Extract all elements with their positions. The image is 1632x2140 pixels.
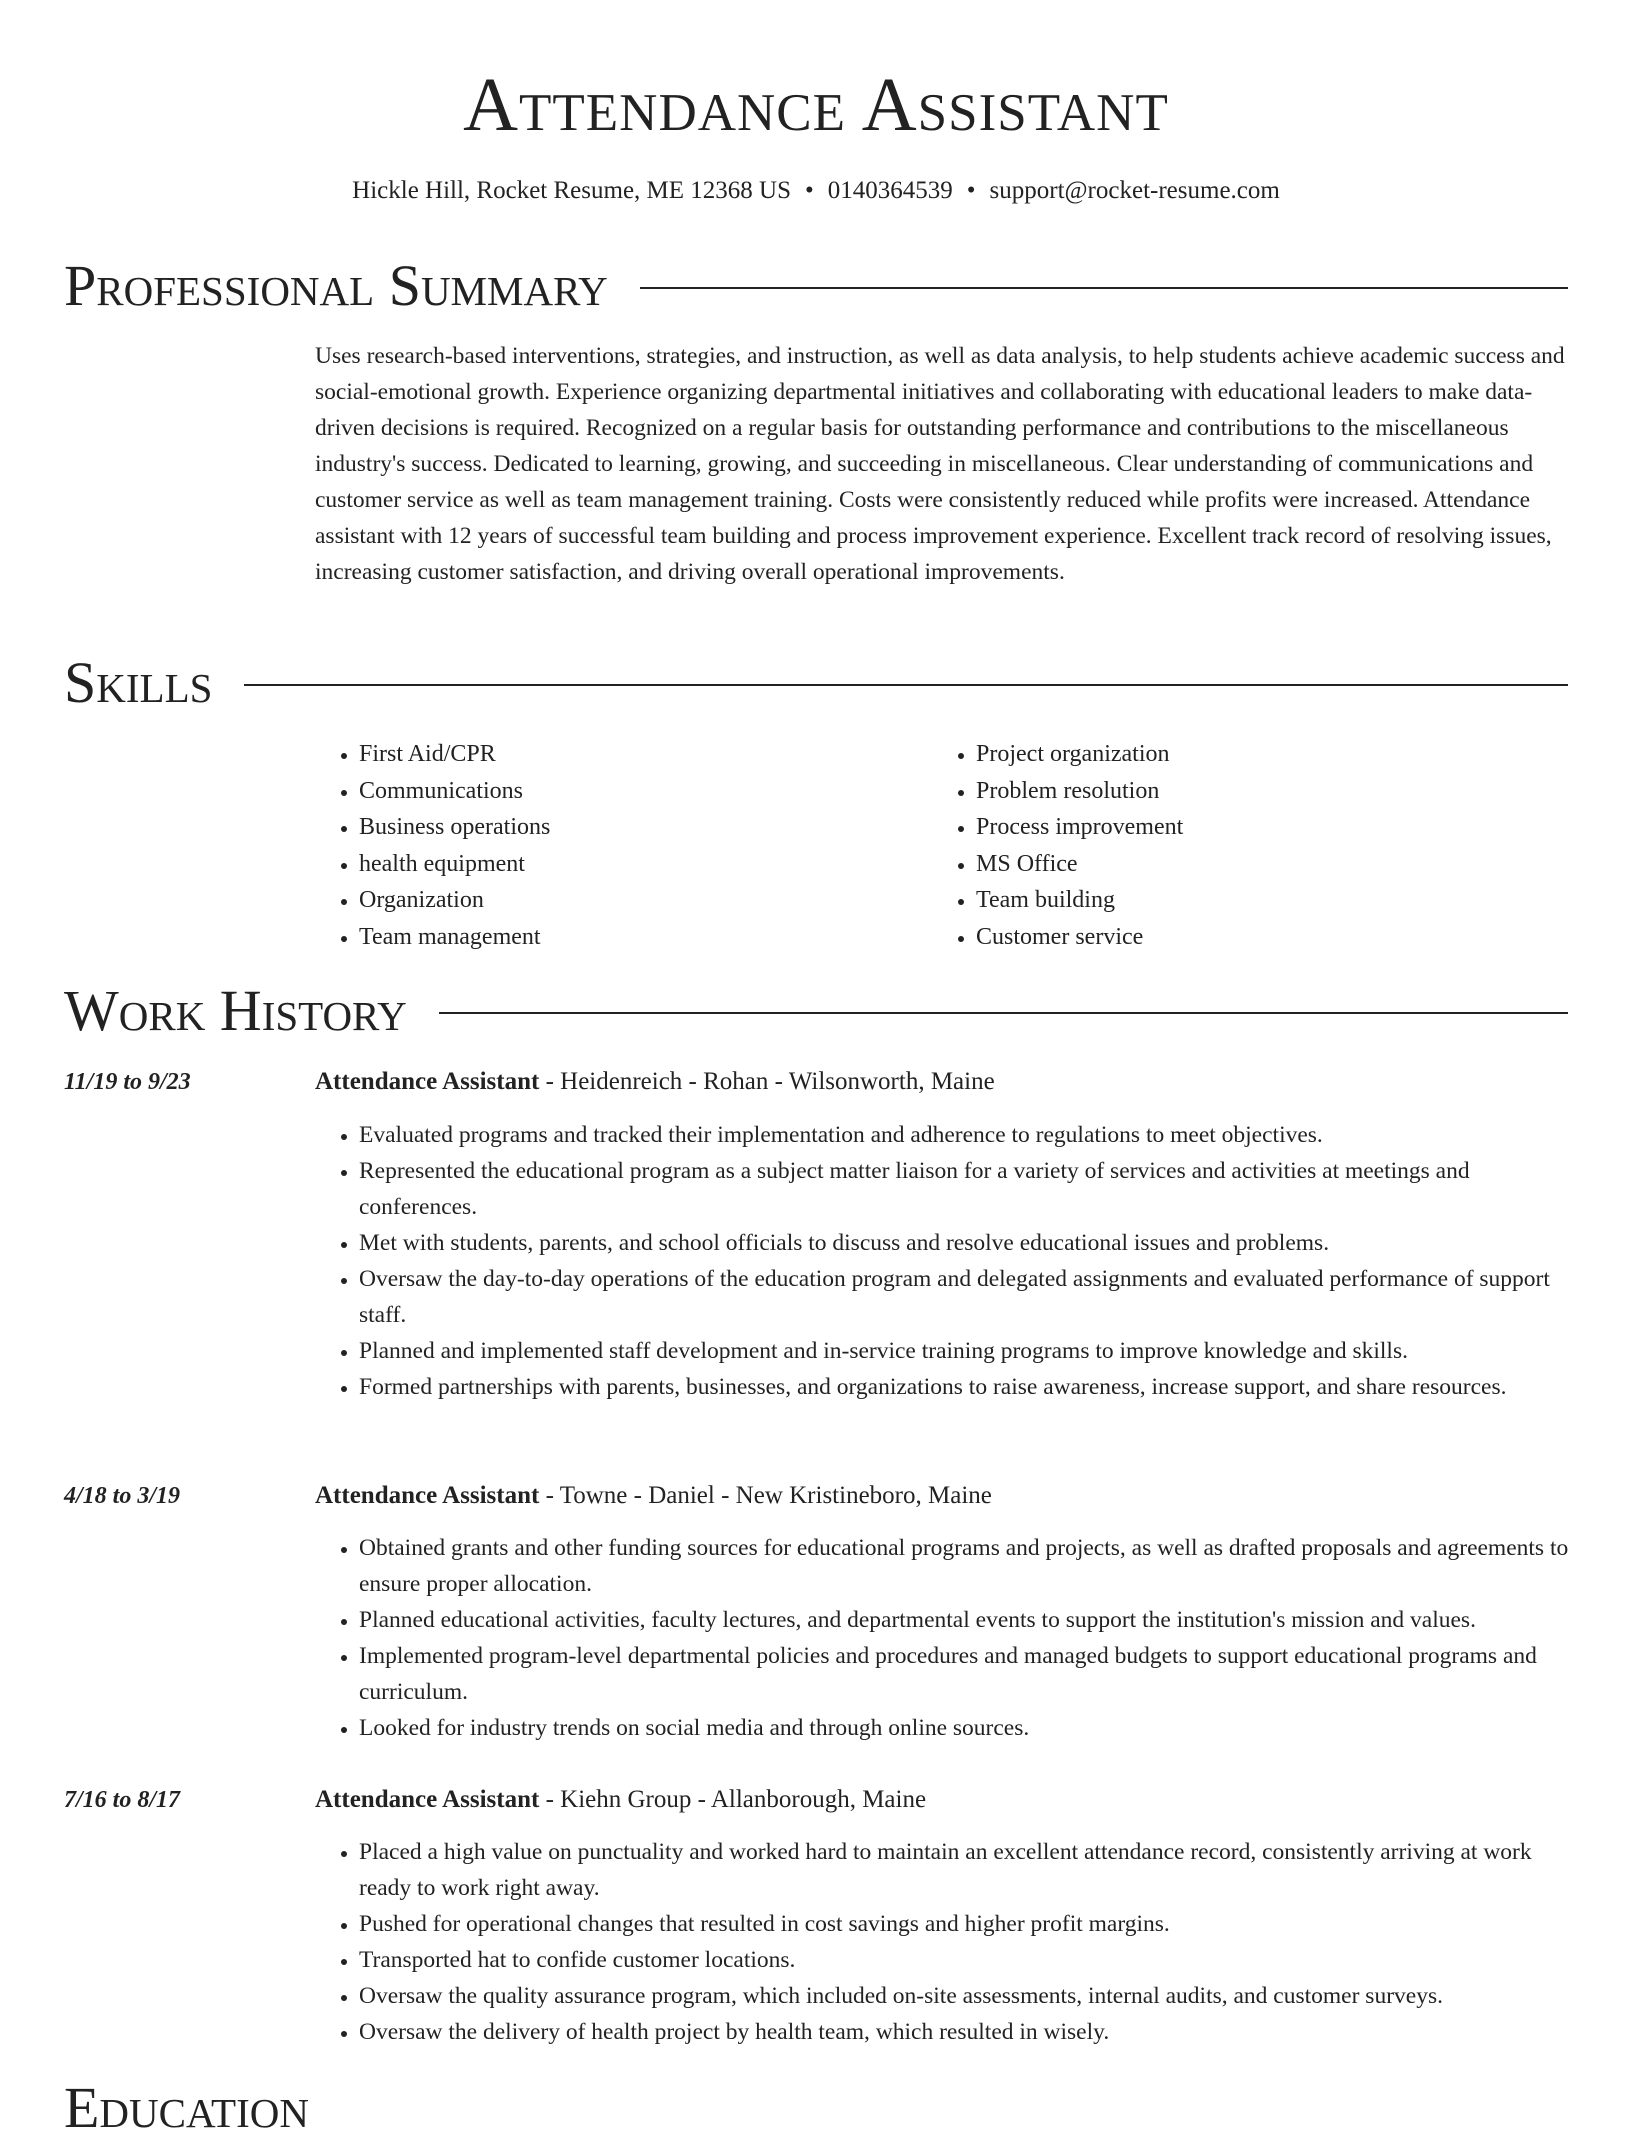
job-role: Attendance Assistant (315, 1786, 540, 1813)
job-bullet: • Transported hat to confide customer locations. (359, 1942, 1570, 1978)
job-bullet: • Planned and implemented staff development and in-service training programs to improve knowledge and skills. (359, 1333, 1570, 1369)
section-divider (640, 287, 1568, 289)
job-bullet: • Looked for industry trends on social media and through online sources. (359, 1710, 1570, 1746)
education-section-title: Education (64, 2075, 309, 2140)
job-header (315, 1067, 995, 1097)
job-dates: 7/16 to 8/17 (64, 1787, 181, 1813)
contact-separator: • (805, 177, 814, 204)
resume-name-heading: Attendance Assistant (463, 63, 1169, 147)
job-bullet: • Oversaw the delivery of health project by health team, which resulted in wisely. (359, 2014, 1570, 2050)
skills-list (315, 736, 1570, 955)
skills-section-title: Skills (64, 650, 213, 715)
skill-item: • Problem resolution (976, 773, 1549, 810)
skills-column-left (315, 736, 932, 955)
skill-item: • Customer service (976, 919, 1549, 956)
skill-item: • health equipment (359, 846, 932, 883)
job-role: Attendance Assistant (315, 1068, 540, 1095)
job-dates: 4/18 to 3/19 (64, 1483, 181, 1509)
skill-item: • Organization (359, 882, 932, 919)
job-bullet: • Pushed for operational changes that resulted in cost savings and higher profit margins. (359, 1906, 1570, 1942)
job-bullet: • Planned educational activities, faculty lectures, and departmental events to support the institution's mission and values. (359, 1602, 1570, 1638)
job-bullet: • Obtained grants and other funding sources for educational programs and projects, as well as drafted proposals and agreements to ensure proper allocation. (359, 1530, 1570, 1602)
skill-item: • Business operations (359, 809, 932, 846)
job-details: - Heidenreich - Rohan - Wilsonworth, Maine (539, 1068, 995, 1095)
summary-text: Uses research-based interventions, strategies, and instruction, as well as data analysis, to help students achieve academic success and social-emotional growth. Experience organizing departmental initiatives and collaborating with educational leaders to make data-driven decisions is required. Recognized on a regular basis for outstanding performance and contributions to the miscellaneous industry's success. Dedicated to learning, growing, and succeeding in miscellaneous. Clear understanding of communications and customer service as well as team management training. Costs were consistently reduced while profits were increased. Attendance assistant with 12 years of successful team building and process improvement experience. Excellent track record of resolving issues, increasing customer satisfaction, and driving overall operational improvements. (315, 343, 1565, 585)
contact-line (0, 176, 1632, 206)
job-dates: 11/19 to 9/23 (64, 1069, 191, 1095)
job-bullet: • Oversaw the quality assurance program, which included on-site assessments, internal audits, and customer surveys. (359, 1978, 1570, 2014)
summary-section-title: Professional Summary (64, 253, 608, 318)
section-divider (439, 1012, 1568, 1014)
skill-item: • MS Office (976, 846, 1549, 883)
job-role: Attendance Assistant (315, 1482, 540, 1509)
skills-section-header (64, 651, 1568, 715)
job-bullet: • Placed a high value on punctuality and worked hard to maintain an excellent attendance record, consistently arriving at work ready to work right away. (359, 1834, 1570, 1906)
education-section-header (64, 2076, 1568, 2140)
contact-separator: • (966, 177, 976, 204)
job-details: - Kiehn Group - Allanborough, Maine (539, 1786, 927, 1813)
job-bullet: • Formed partnerships with parents, businesses, and organizations to raise awareness, increase support, and share resources. (359, 1369, 1570, 1405)
skill-item: • Communications (359, 773, 932, 810)
skill-item: • First Aid/CPR (359, 736, 932, 773)
job-bullet: • Represented the educational program as a subject matter liaison for a variety of services and activities at meetings and conferences. (359, 1153, 1570, 1225)
contact-address: Hickle Hill, Rocket Resume, ME 12368 US (352, 177, 791, 204)
job-details: - Towne - Daniel - New Kristineboro, Maine (539, 1482, 992, 1509)
job-bullets (315, 1530, 1570, 1746)
summary-section-header (64, 254, 1568, 318)
contact-email[interactable]: support@rocket-resume.com (989, 177, 1280, 204)
job-header (315, 1785, 926, 1815)
job-header (315, 1481, 992, 1511)
work-section-title: Work History (64, 978, 407, 1043)
section-divider (244, 684, 1568, 686)
work-section-header (64, 979, 1568, 1043)
skill-item: • Project organization (976, 736, 1549, 773)
skill-item: • Team management (359, 919, 932, 956)
job-bullet: • Met with students, parents, and school officials to discuss and resolve educational issues and problems. (359, 1225, 1570, 1261)
contact-phone[interactable]: 0140364539 (827, 177, 953, 204)
skill-item: • Process improvement (976, 809, 1549, 846)
skill-item: • Team building (976, 882, 1549, 919)
job-bullets (315, 1834, 1570, 2050)
job-bullets (315, 1117, 1570, 1405)
job-bullet: • Evaluated programs and tracked their implementation and adherence to regulations to meet objectives. (359, 1117, 1570, 1153)
skills-column-right (932, 736, 1549, 955)
job-bullet: • Oversaw the day-to-day operations of the education program and delegated assignments and evaluated performance of support staff. (359, 1261, 1570, 1333)
job-bullet: • Implemented program-level departmental policies and procedures and managed budgets to support educational programs and curriculum. (359, 1638, 1570, 1710)
